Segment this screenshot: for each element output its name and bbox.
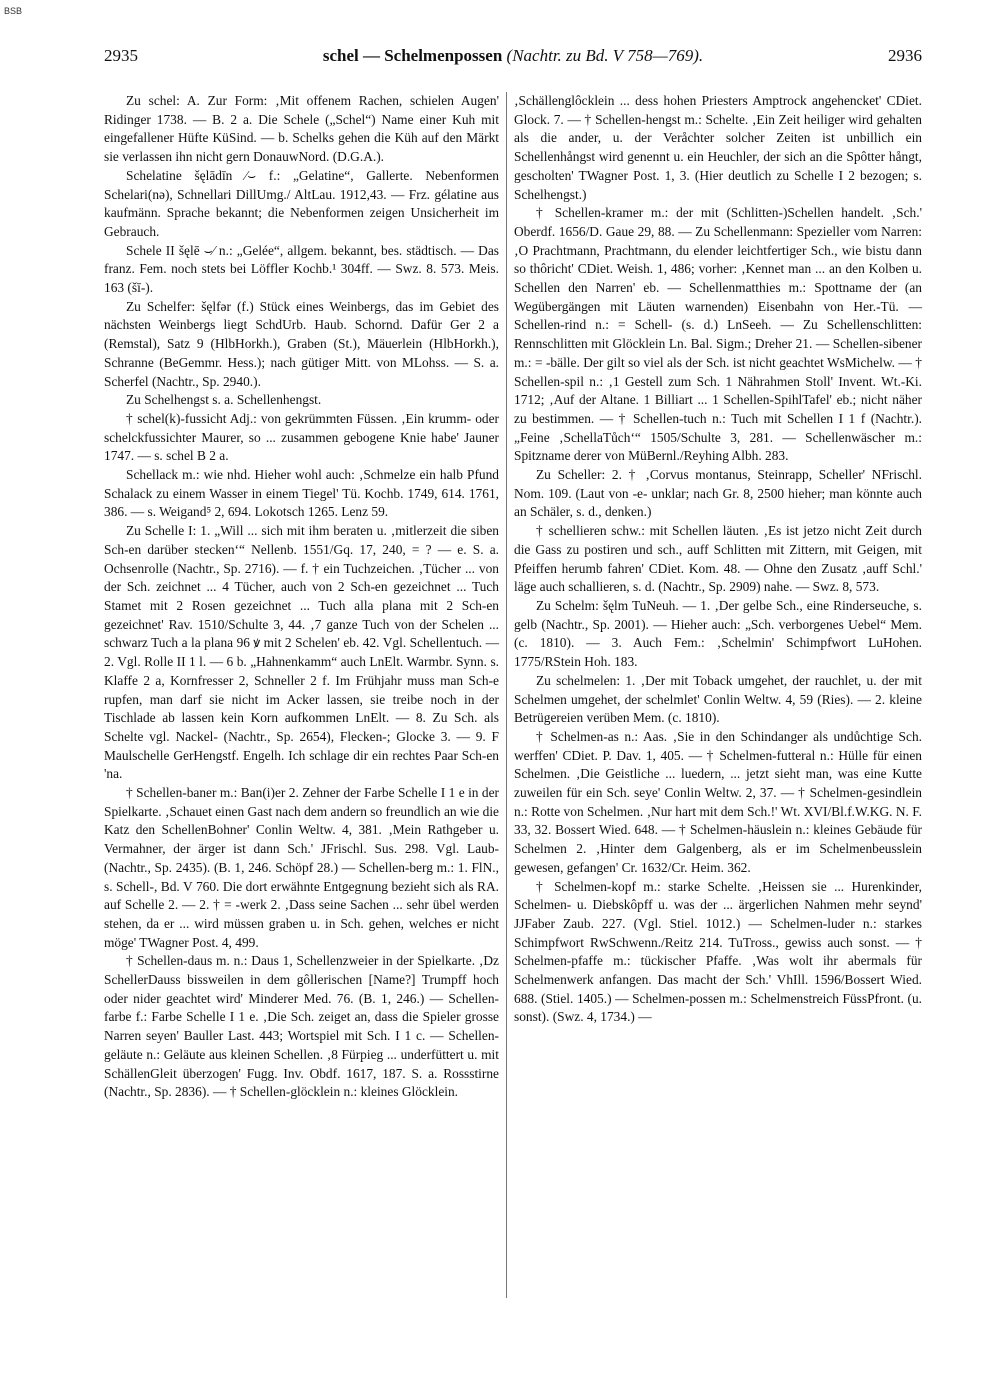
running-title-range: (Nachtr. zu Bd. V 758—769). [506,46,704,65]
entry-paragraph: Schellack m.: wie nhd. Hieher wohl auch: ‚Schmelze ein halb Pfund Schalack zu einem Wasser in einem Tiegel' Tü. Kochb. 1749, 614. 1761, 386. — s. Weigand⁵ 2, 694. Lokotsch 1265. Lenz 59. [104,467,499,520]
entry-paragraph: Zu schelmelen: 1. ‚Der mit Toback umgehet, der rauchlet, u. der mit Schelmen umgehet, der schelmlet' Conlin Weltw. 4, 59 (Ries). — 2. kleine Betrügereien verüben Mem. (c. 1810). [514,672,922,726]
entry-paragraph: Schele II šęlē ⌣⁄ n.: „Gelée“, allgem. bekannt, bes. städtisch. — Das franz. Fem. noch stets bei Löffler Kochb.¹ 304ff. — Swz. 8. 573. Meis. 163 (šī-). [104,242,499,296]
entry-paragraph: ‚Schällenglôcklein ... dess hohen Priesters Amptrock angehencket' CDiet. Glock. 7. — † Schellen-hengst m.: Schelte. ‚Ein Zeit heiliger wird gehalten als die ander, u. der Veråchter solcher Zeiten ist unbillich ein Schellenhångst wird genennt u. ein Heuchler, der sich an die Spôtter hångt, gescholten' TWagner Post. 1, 3. (Hier deutlich zu Schelle I 2 bezogen; s. Schelhengst.) [514,93,922,202]
page-number-left: 2935 [104,46,138,65]
column-divider [506,92,507,1298]
entry-paragraph: Zu Scheller: 2. † ‚Corvus montanus, Steinrapp, Scheller' NFrischl. Nom. 109. (Laut von -e- unklar; nach Gr. 8, 2500 hieher; man könnte auch an Schäler, s. d., denken.) [514,467,922,520]
left-column [104,92,499,1102]
entry-paragraph: † Schellen-kramer m.: der mit (Schlitten-)Schellen handelt. ‚Sch.' Oberdf. 1656/D. Gaue 29, 88. — Zu Schellenmann: Spezieller vom Narren: ‚O Prachtmann, Prachtmann, du elender leichtfertiger Sch., wie bistu dann so thôricht' CDiet. Weish. 1, 486; vorher: ‚Kennet man ... an den Kolben u. Schellen den Narren' eb. — Schellenmatthies m.: Spottname der (an Wegübergängen mit Läuten warnenden) Eisenbahn von Her.-Tü. — Schellen-rind n.: = Schell- (s. d.) LnSeeh. — Zu Schellenschlitten: Rennschlitten mit Glöcklein Ln. Bal. Sigm.; Dreher 21. — Schellen-sibener m.: = -bälle. Der gilt so viel als der Sch. ist nicht geachtet WsMichelw. — † Schellen-spil n.: ‚1 Gestell zum Sch. 1 Nährahmen Stoll' Invent. Wt.-Ki. 1712; ‚Auf der Altane. 1 Billiart ... 1 Schellen-SpihlTafel' eb.; nicht näher zu bestimmen. — † Schellen-tuch n.: Tuch mit Schellen I 1 f (Nachtr.). „Feine ‚SchellaTůch‘“ 1505/Schulte 3, 281. — Schellenwäscher m.: Spitzname derer von MüBernl./Reyhing Albh. 283. [514,205,922,464]
entry-paragraph: Zu Schelhengst s. a. Schellenhengst. [126,392,322,408]
right-column [514,92,922,1027]
entry-paragraph: † schel(k)-fussicht Adj.: von gekrümmten Füssen. ‚Ein krumm- oder schelckfussichter Maurer, so ... zusammen gebogene Knie habe' Jauner 1747. — s. schel B 2 a. [104,410,499,464]
entry-paragraph: Zu Schelle I: 1. „Will ... sich mit ihm beraten u. ‚mitlerzeit die siben Sch-en darüber stecken‘“ Nellenb. 1551/Gq. 17, 240, = ? — e. S. a. Ochsenrolle (Nachtr., Sp. 2716). — f. † ein Tuchzeichen. ‚Tücher ... von der Sch. zeichnet ... 4 Tücher, auch von 2 Sch-en gezeichnet ... Tuch Stamet mit 2 Rosen gezeichnet ... Tuch alla plana mit 2 Sch-en gezeichnet' Rav. 1510/Schulte 3, 44. ‚7 ganze Tuch von der Schelen ... schwarz Tuch a la plana 96 ꝟ mit 2 Schelen' eb. 42. Vgl. Schellentuch. — 2. Vgl. Rolle II 1 l. — 6 b. „Hahnenkamm“ auch LnElt. Warmbr. Synn. s. Klaffe 2 a, Kornfresser 2, Schneller 2 f. Im Frühjahr muss man Sch-e rupfen, man darf sie nicht im Acker lassen, sie treibe noch in der Tischlade ab lassen kein Korn aufkommen LnElt. — 8. Zu Sch. als Schelte vgl. Nackel- (Nachtr., Sp. 2654), Flecken-; Glocke 3. — 9. F Maulschelle GerHengstf. Engelh. Ich schlage dir ein rechtes Paar Sch-en 'na. [104,523,499,782]
entry-paragraph: † Schelmen-as n.: Aas. ‚Sie in den Schindanger als undůchtige Sch. werffen' CDiet. P. Dav. 1, 405. — † Schelmen-futteral n.: Hülle für einen Schelmen. ‚Die Geistliche ... luedern, ... jetzt sieht man, was eine Kutte zuweilen für ein Sch. seye' Conlin Weltw. 2, 37. — † Schelmen-gesindlein n.: Rotte von Schelmen. ‚Nur hart mit dem Sch.!' Wt. XVI/Bl.f.W.KG. N. F. 33, 32. Bossert Wied. 648. — † Schelmen-häuslein n.: kleines Gebäude für Schelmen 2. ‚Hinter dem Galgenberg, als er im Schelmenbeusslein gewesen, gefangen' Cr. 1632/Cr. Heim. 362. [514,728,922,875]
entry-paragraph: Schelatine šęlādīn ⁄⌣ f.: „Gelatine“, Gallerte. Nebenformen Schelari(nə), Schnellari DillUmg./ AltLau. 1912,43. — Frz. gélatine aus kaufmänn. Sprache bekannt; die Nebenformen zeigen Unsicherheit im Gebrauch. [104,167,499,239]
library-stamp: BSB [4,6,23,16]
entry-paragraph: Zu Schelfer: šęlfər (f.) Stück eines Weinbergs, das im Gebiet des nächsten Weinbergs liegt SchdUrb. Haub. Schornd. Dafür Ger 2 a (Remstal), Satz 9 (HlbHorkh.), Graben (St.), Mäuerlein (HlbHorkh.), Schranne (BeGemmr. Hess.); nach gütiger Mitt. von MLohss. — S. a. Scherfel (Nachtr., Sp. 2940.). [104,298,499,389]
running-title-main: schel — Schelmenpossen [322,46,503,65]
entry-paragraph: † schellieren schw.: mit Schellen läuten. ‚Es ist jetzo nicht Zeit durch die Gass zu postiren und sch., auff Schlitten mit Zittern, mit Geigen, mit Pfeiffen herumb fahren' CDiet. Kom. 48. — Ohne den Zusatz ‚auff Schl.' läge auch schallieren, s. d. (Nachtr., Sp. 2909) nahe. — Swz. 8, 573. [514,523,922,595]
page-number-right: 2936 [887,46,922,65]
page-header [104,46,922,70]
entry-paragraph: Zu Schelm: šęlm TuNeuh. — 1. ‚Der gelbe Sch., eine Rinderseuche, s. gelb (Nachtr., Sp. 2001). — Hieher auch: „Sch. verborgenes Uebel“ Mem. (c. 1810). — 3. Auch Fem.: ‚Schelmin' Schimpfwort LuHohen. 1775/RStein Hoh. 183. [514,597,922,670]
entry-paragraph: † Schelmen-kopf m.: starke Schelte. ‚Heissen sie ... Hurenkinder, Schelmen- u. Diebskôpff u. was der ... ärgerlichen Nahmen mehr seynd' JJFaber Zaub. 227. (Vgl. Stiel. 1012.) — Schelmen-luder n.: starkes Schimpfwort RwSchwenn./Reitz 214. TuTross., gewiss auch sonst. — † Schelmen-pfaffe m.: tückischer Pfaffe. ‚Was wolt ihr abermals für Schelmenwerk anfangen. Das macht der Sch.' VhIll. 1596/Bossert Wied. 688. (Stiel. 1405.) — Schelmen-possen m.: Schelmenstreich FüssPfront. (u. sonst). (Swz. 4, 1734.) — [514,878,922,1025]
running-title [323,46,703,66]
entry-paragraph: Zu schel: A. Zur Form: ‚Mit offenem Rachen, schielen Augen' Ridinger 1738. — B. 2 a. Die Schele („Schel“) Name einer Kuh mit eingefallener Hüfte KüSind. — b. Schelks gehen die Küh auf den Märkt sie verlassen ihn nicht gern DonauwNord. (D.G.A.). [104,93,499,165]
entry-paragraph: † Schellen-baner m.: Ban(i)er 2. Zehner der Farbe Schelle I 1 e in der Spielkarte. ‚Schauet einen Gast nach dem andern so freundlich an wie die Katz den SchellenBohner' Conlin Weltw. 4, 381. ‚Mein Rathgeber u. Vermahner, der ärger ist dann Sch.' JFrischl. Sus. 298. Vgl. Laub- (Nachtr., Sp. 2435). (B. 1, 246. Schöpf 28.) — Schellen-berg m.: 1. FlN., s. Schell-, Bd. V 760. Die dort erwähnte Entgegnung bezieht sich als RA. auf Schelle 2. — 2. † = -werk 2. ‚Dass seine Sachen ... sehr übel werden stehen, da er ... wird müssen graben u. in Sch. gehen, welches er nicht möge' TWagner Post. 4, 499. [104,785,499,950]
entry-paragraph: † Schellen-daus m. n.: Daus 1, Schellenzweier in der Spielkarte. ‚Dz SchellerDauss bissweilen in dem gôllerischen [Name?] Trumpff hoch oder nider geachtet wird' Minderer Med. 76. (B. 1, 246.) — Schellen-farbe f.: Farbe Schelle I 1 e. ‚Die Sch. zeiget an, dass die Spieler grosse Narren seyen' Bauller Last. 443; Wortspiel mit Sch. I 1 c. — Schellen-geläute n.: Geläute aus kleinen Schellen. ‚8 Fürpieg ... underfüttert u. mit SchällenGleit überzogen' Fugg. Inv. Obdf. 1617, 187. S. a. Rossstirne (Nachtr., Sp. 2836). — † Schellen-glöcklein n.: kleines Glöcklein. [104,953,499,1100]
